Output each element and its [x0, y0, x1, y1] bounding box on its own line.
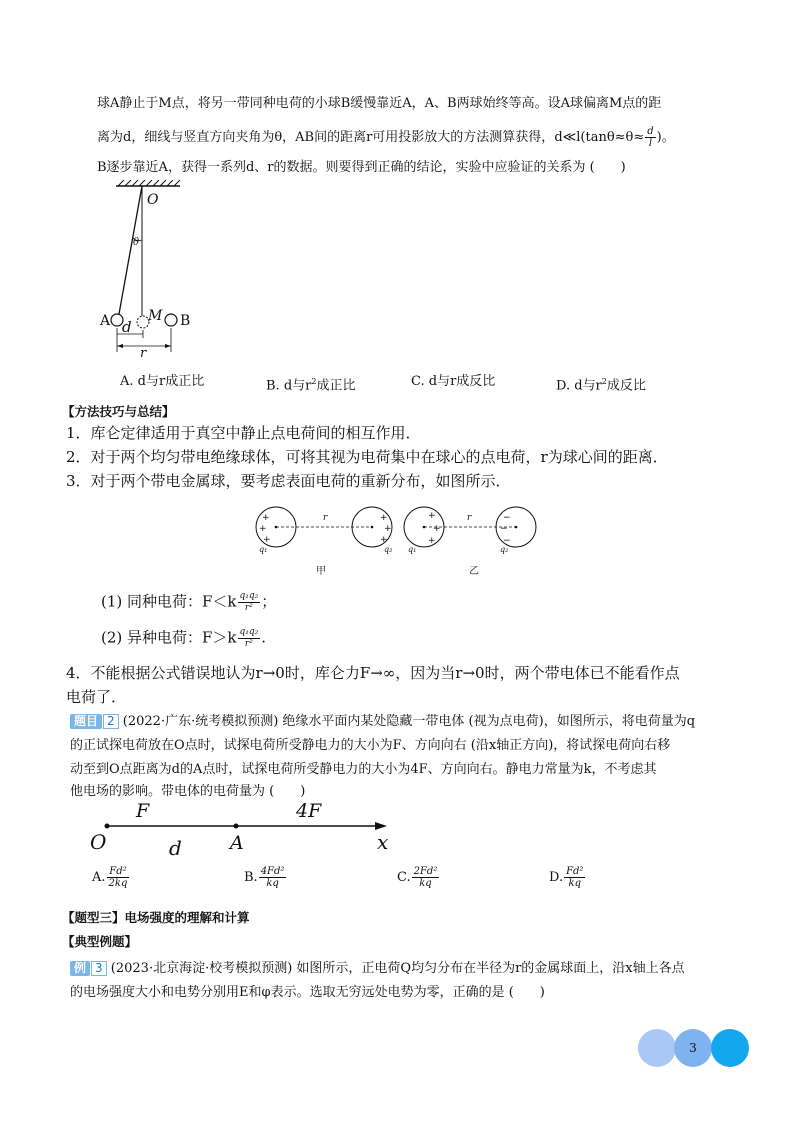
fig-label-yi: 乙	[469, 566, 479, 577]
section-3-sub: 【典型例题】	[62, 934, 138, 949]
label-m: M	[148, 308, 163, 324]
svg-text:+: +	[380, 535, 388, 545]
fig-q1-b: q₁	[408, 545, 417, 554]
method-item-3: 3．对于两个带电金属球，要考虑表面电荷的重新分布，如图所示．	[66, 472, 511, 490]
metal-spheres-figure	[250, 500, 545, 575]
p2-option-a[interactable]: A. $\frac{\text{Fd²}}{2kq}$	[92, 866, 128, 889]
fig-q1-a: q₁	[259, 545, 268, 554]
method-sub-2: (2) 异种电荷：F＞k $\frac{\text{q₁q₂}}{\text{r²}}$ .	[101, 627, 267, 649]
example-3-text-1: (2023·北京海淀·校考模拟预测) 如图所示，正电荷Q均匀分布在半径为r的金属球面上，沿x轴上各点	[110, 961, 685, 976]
example-3-line-1	[70, 961, 685, 977]
method-item-4-line-2: 电荷了．	[66, 688, 127, 706]
fig-r-1: r	[323, 513, 328, 523]
svg-text:+: +	[433, 524, 441, 534]
axis-label-o: O	[90, 830, 107, 854]
label-r: r	[140, 346, 147, 361]
svg-text:+: +	[263, 535, 271, 545]
intro-line-2-text: 离为d，细线与竖直方向夹角为θ，AB间的距离r可用投影放大的方法测算获得，	[97, 130, 555, 145]
example-tag: 例	[70, 961, 90, 976]
svg-text:+: +	[380, 513, 388, 523]
page-number: 3	[689, 1041, 697, 1055]
problem-2-line-4: 他电场的影响。带电体的电荷量为 ( )	[70, 784, 306, 799]
p2-option-c[interactable]: C. $\frac{\text{2Fd²}}{kq}$	[397, 866, 438, 889]
q1-option-a[interactable]: A. d与r成正比	[120, 374, 205, 389]
page-bubble-right	[711, 1029, 749, 1067]
problem-tag: 题目	[70, 714, 102, 729]
ball-b	[165, 314, 177, 326]
svg-text:−: −	[503, 536, 511, 546]
example-3-line-2: 的电场强度大小和电势分别用E和φ表示。选取无穷远处电势为零，正确的是 ( )	[70, 985, 545, 1000]
svg-text:+: +	[259, 524, 267, 534]
p2-option-b[interactable]: B. $\frac{\text{4Fd²}}{kq}$	[244, 866, 285, 889]
fig-q2-a: q₂	[384, 545, 393, 554]
fig-label-jia: 甲	[316, 566, 326, 577]
label-a: A	[100, 313, 111, 329]
label-theta: θ	[133, 237, 140, 248]
intro-line-2	[97, 126, 675, 149]
axis-label-a: A	[230, 832, 244, 854]
problem-2-line-2: 的正试探电荷放在O点时，试探电荷所受静电力的大小为F、方向向右 (沿x轴正方向)，将试探电荷向右移	[70, 738, 671, 753]
axis-label-4f: 4F	[296, 800, 322, 822]
svg-text:+: +	[262, 513, 270, 523]
svg-text:−: −	[500, 524, 508, 534]
method-heading: 【方法技巧与总结】	[62, 404, 175, 419]
axis-label-d: d	[169, 836, 182, 860]
svg-text:+: +	[428, 536, 436, 546]
p2-option-d[interactable]: D. $\frac{\text{Fd²}}{kq}$	[549, 866, 584, 889]
problem-2-line-3: 动至到O点距离为d的A点时，试探电荷所受静电力的大小为4F、方向向右。静电力常量为k，不考虑其	[70, 762, 657, 777]
axis-label-f: F	[136, 800, 150, 822]
q1-option-b[interactable]: B. d与$r^2$成正比	[266, 377, 356, 394]
label-o: O	[147, 192, 159, 208]
axis-label-x: x	[377, 830, 389, 854]
section-3-heading: 【题型三】电场强度的理解和计算	[62, 910, 250, 925]
string-line	[119, 186, 142, 314]
q1-option-d[interactable]: D. d与$r^2$成反比	[556, 377, 646, 394]
method-item-1: 1．库仑定律适用于真空中静止点电荷间的相互作用．	[66, 424, 421, 442]
fig-r-2: r	[467, 513, 472, 523]
svg-text:−: −	[503, 513, 511, 523]
method-sub-1: (1) 同种电荷：F＜k $\frac{\text{q₁q₂}}{\text{r²}}$ ；	[101, 591, 277, 613]
intro-condition-end: )。	[656, 130, 675, 145]
problem-2-text-1: (2022·广东·统考模拟预测) 绝缘水平面内某处隐藏一带电体 (视为点电荷)，如图所示，将电荷量为q	[122, 714, 696, 729]
label-d: d	[122, 318, 132, 336]
ceiling-hatch	[118, 180, 180, 186]
point-o	[105, 824, 110, 829]
x-axis-arrow	[375, 822, 387, 830]
fig-q2-b: q₂	[500, 545, 509, 554]
point-a	[234, 824, 239, 829]
method-item-2: 2．对于两个均匀带电绝缘球体，可将其视为电荷集中在球心的点电荷，r为球心间的距离．	[66, 448, 668, 466]
q1-option-c[interactable]: C. d与r成反比	[411, 374, 496, 389]
svg-text:+: +	[384, 524, 392, 534]
intro-condition: d≪l(tanθ≈θ≈	[554, 130, 645, 145]
intro-frac: $\frac{d}{l}$	[647, 126, 654, 149]
page-bubble-left	[638, 1029, 676, 1067]
problem-2-line-1	[70, 714, 695, 730]
example-number: 3	[91, 961, 107, 976]
method-item-4-line-1: 4．不能根据公式错误地认为r→0时，库仑力F→∞，因为当r→0时，两个带电体已不能看作点	[66, 664, 680, 682]
intro-line-1: 球A静止于M点，将另一带同种电荷的小球B缓慢靠近A，A、B两球始终等高。设A球偏离M点的距	[97, 96, 662, 111]
svg-text:+: +	[428, 511, 436, 521]
problem-number: 2	[103, 714, 119, 729]
label-b: B	[180, 313, 191, 329]
intro-line-3: B逐步靠近A，获得一系列d、r的数据。则要得到正确的结论，实验中应验证的关系为 ( )	[97, 160, 626, 175]
